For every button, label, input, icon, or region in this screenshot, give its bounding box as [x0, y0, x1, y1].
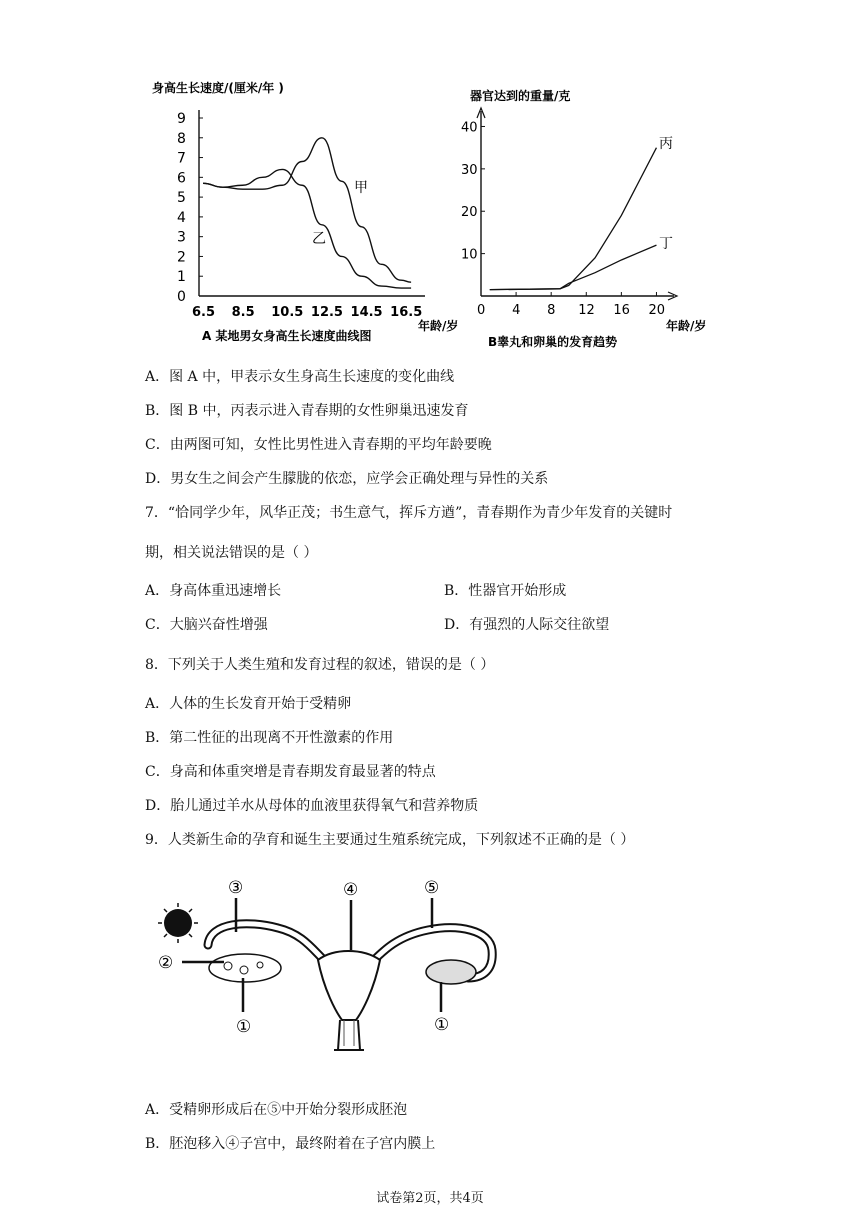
chart-a-series-line-1 — [203, 169, 411, 288]
chart-b-series-line-1 — [490, 245, 657, 290]
chart-b-ytick-label: 20 — [461, 205, 478, 221]
chart-b-xtick-label: 4 — [512, 303, 521, 318]
chart-b-xtick-label: 20 — [648, 303, 666, 318]
chart-b-ytick-label: 30 — [461, 162, 478, 178]
chart-a-ytick-label: 1 — [177, 269, 186, 286]
q6-option-c: C．由两图可知，女性比男性进入青春期的平均年龄要晚 — [145, 437, 492, 453]
chart-a-ytick-label: 0 — [177, 289, 186, 305]
chart-b-ylabel: 器官达到的重量/克 — [470, 89, 571, 103]
q7-stem-line1: 7．“恰同学少年，风华正茂；书生意气，挥斥方遒”，青春期作为青少年发育的关键时 — [145, 505, 673, 521]
chart-a — [140, 70, 459, 350]
chart-a-ytick-label: 2 — [177, 249, 186, 266]
chart-a-xtick-label: 14.5 — [350, 305, 383, 320]
chart-a-xtick-label: 8.5 — [231, 305, 255, 320]
chart-a-ylabel: 身高生长速度/(厘米/年 ) — [152, 81, 284, 95]
chart-a-ytick-label: 8 — [177, 130, 186, 147]
q7-stem-line2: 期，相关说法错误的是（ ） — [145, 545, 318, 561]
q6-option-a: A．图 A 中，甲表示女生身高生长速度的变化曲线 — [145, 369, 455, 385]
chart-a-xtick-label: 6.5 — [192, 305, 216, 320]
q6-option-b: B．图 B 中，丙表示进入青春期的女性卵巢迅速发育 — [145, 403, 469, 419]
chart-a-xtick-label: 16.5 — [390, 305, 423, 320]
chart-a-ytick-label: 9 — [177, 111, 186, 127]
q7-option-c: C．大脑兴奋性增强 — [145, 617, 268, 633]
q8-stem: 8．下列关于人类生殖和发育过程的叙述，错误的是（ ） — [145, 657, 495, 673]
q8-option-b: B．第二性征的出现离不开性激素的作用 — [145, 730, 394, 746]
chart-b-caption: B睾丸和卵巢的发育趋势 — [488, 335, 618, 349]
chart-b — [462, 78, 722, 353]
label-1-left: ① — [236, 1017, 252, 1037]
chart-a-ytick-label: 5 — [177, 190, 186, 207]
chart-b-series-label-ding: 丁 — [659, 236, 673, 252]
page-footer: 试卷第2页，共4页 — [376, 1191, 484, 1206]
label-2: ② — [158, 953, 174, 973]
q8-option-d: D．胎儿通过羊水从母体的血液里获得氧气和营养物质 — [145, 798, 479, 814]
chart-b-xtick-label: 12 — [578, 303, 595, 318]
chart-a-ytick-label: 4 — [177, 209, 186, 226]
chart-a-xtick-label: 12.5 — [310, 305, 343, 320]
label-5: ⑤ — [424, 878, 440, 898]
chart-b-series-line-0 — [490, 148, 657, 290]
uterus — [318, 951, 380, 1020]
chart-a-svg — [140, 70, 459, 350]
chart-a-xtick-label: 10.5 — [271, 305, 304, 320]
chart-a-series-label-jia: 甲 — [354, 180, 368, 196]
q8-option-c: C．身高和体重突增是青春期发育最显著的特点 — [145, 764, 436, 780]
vagina-inner — [344, 1020, 354, 1046]
chart-b-xlabel: 年龄/岁 — [666, 319, 707, 333]
cervix-vagina — [334, 1020, 364, 1050]
q7-option-a: A．身高体重迅速增长 — [145, 583, 282, 599]
chart-b-xtick-label: 16 — [613, 303, 630, 318]
right-ovary — [426, 960, 476, 984]
egg-cell-icon — [158, 903, 198, 943]
chart-b-ytick-label: 40 — [461, 120, 478, 136]
label-3: ③ — [228, 878, 244, 898]
q9-option-b: B．胚泡移入④子宫中，最终附着在子宫内膜上 — [145, 1136, 436, 1152]
chart-a-series-line-0 — [203, 138, 411, 282]
chart-b-ytick-label: 10 — [461, 247, 478, 263]
q9-option-a: A．受精卵形成后在⑤中开始分裂形成胚泡 — [145, 1102, 408, 1118]
chart-a-ytick-label: 6 — [177, 170, 186, 187]
left-ovary — [209, 954, 281, 982]
chart-a-xlabel: 年龄/岁 — [418, 319, 459, 333]
chart-b-xtick-label: 8 — [547, 303, 556, 318]
chart-b-series-label-bing: 丙 — [659, 136, 673, 152]
chart-a-ytick-label: 3 — [177, 229, 186, 246]
q9-stem: 9．人类新生命的孕育和诞生主要通过生殖系统完成，下列叙述不正确的是（ ） — [145, 832, 635, 848]
chart-b-xtick-label: 0 — [477, 303, 486, 318]
q7-option-b: B．性器官开始形成 — [444, 583, 567, 599]
q6-option-d: D．男女生之间会产生朦胧的依恋，应学会正确处理与异性的关系 — [145, 471, 549, 487]
female-reproductive-diagram — [148, 870, 508, 1055]
chart-a-series-label-yi: 乙 — [312, 231, 326, 247]
label-4: ④ — [343, 880, 359, 900]
label-1-right: ① — [434, 1015, 450, 1035]
q7-option-d: D．有强烈的人际交往欲望 — [444, 617, 610, 633]
reproductive-diagram-svg — [148, 870, 508, 1055]
chart-a-ytick-label: 7 — [177, 150, 186, 167]
q8-option-a: A．人体的生长发育开始于受精卵 — [145, 696, 352, 712]
chart-b-svg — [462, 78, 722, 353]
chart-a-caption: A 某地男女身高生长速度曲线图 — [202, 329, 372, 343]
